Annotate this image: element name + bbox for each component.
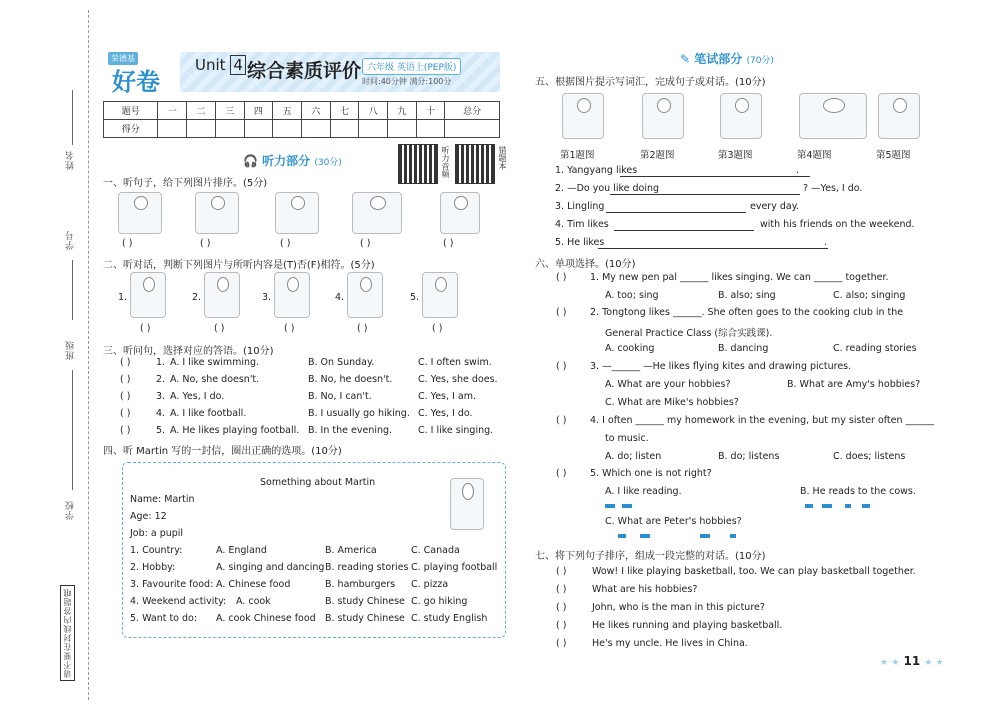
q6-stem-cont: to music. xyxy=(605,433,649,444)
answer-blank[interactable]: ( ) xyxy=(443,238,454,249)
q4-option-b[interactable]: B. America xyxy=(325,545,377,556)
answer-blank[interactable] xyxy=(606,212,746,213)
school-label: 学校 xyxy=(66,500,76,520)
q5-line-text: 5. He likes xyxy=(555,237,605,248)
q3-option-b[interactable]: B. No, I can't. xyxy=(308,391,372,402)
q5-caption: 第3题图 xyxy=(718,150,753,161)
unit-number: 4 xyxy=(230,55,246,75)
dash-mark xyxy=(845,504,851,508)
q3-number: 2. xyxy=(156,374,166,385)
q6-title: 六、单项选择。(10分) xyxy=(535,259,636,270)
score-value-row xyxy=(104,120,500,138)
score-input-cell[interactable] xyxy=(445,120,500,138)
answer-blank[interactable]: ( ) xyxy=(432,323,443,334)
answer-blank[interactable]: ( ) xyxy=(280,238,291,249)
q4-option-c[interactable]: C. study English xyxy=(411,613,488,624)
page-title: 综合素质评价 xyxy=(247,60,362,82)
q6-option-c[interactable]: C. reading stories xyxy=(833,343,917,354)
pencil-icon: ✎ xyxy=(680,52,691,66)
unit-label xyxy=(195,56,246,74)
name-label: 姓名 xyxy=(66,150,76,170)
q4-option-c[interactable]: C. playing football xyxy=(411,562,498,573)
writing-points: (70分) xyxy=(746,56,774,66)
q6-option-b[interactable]: B. do; listens xyxy=(718,451,780,462)
time-info: 时间:40分钟 满分:100分 xyxy=(362,77,452,86)
score-header-row xyxy=(104,102,500,120)
q2-number: 5. xyxy=(410,292,420,303)
answer-blank[interactable]: ( ) xyxy=(556,620,567,631)
listening-title-text: 听力部分 xyxy=(262,154,311,168)
q4-label: 3. Favourite food: xyxy=(130,579,214,590)
score-header-cell: 七 xyxy=(330,102,359,120)
q4-label: 4. Weekend activity: xyxy=(130,596,227,607)
q7-sentence: John, who is the man in this picture? xyxy=(592,602,765,613)
q4-label: 2. Hobby: xyxy=(130,562,176,573)
letter-name: Name: Martin xyxy=(130,494,195,505)
q6-option-a[interactable]: A. do; listen xyxy=(605,451,662,462)
q4-option-c[interactable]: C. go hiking xyxy=(411,596,468,607)
q2-number: 3. xyxy=(262,292,272,303)
q4-option-b[interactable]: B. reading stories xyxy=(325,562,409,573)
writing-title-text: 笔试部分 xyxy=(694,52,743,66)
score-input-cell[interactable] xyxy=(301,120,330,138)
q5-line-tail: . xyxy=(796,165,800,176)
listening-points: (30分) xyxy=(314,158,342,168)
q3-number: 3. xyxy=(156,391,166,402)
q6-option-b[interactable]: B. also; sing xyxy=(718,290,776,301)
q2-picture xyxy=(130,272,166,318)
qr1-label: 听力音频 xyxy=(441,146,450,178)
q2-title: 二、听对话，判断下列图片与所听内容是(T)否(F)相符。(5分) xyxy=(103,260,375,271)
q5-line-text: 4. Tim likes xyxy=(555,219,609,230)
score-header-cell: 总分 xyxy=(445,102,500,120)
dash-mark xyxy=(700,534,710,538)
q3-option-a[interactable]: A. He likes playing football. xyxy=(170,425,300,436)
score-label-cell: 得分 xyxy=(104,120,158,138)
q6-option-c[interactable]: C. What are Mike's hobbies? xyxy=(605,397,739,408)
q5-line-tail: every day. xyxy=(750,201,799,212)
q6-option-c[interactable]: C. What are Peter's hobbies? xyxy=(605,516,742,527)
q4-option-c[interactable]: C. pizza xyxy=(411,579,449,590)
q4-option-a[interactable]: A. singing and dancing xyxy=(216,562,325,573)
q3-option-a[interactable]: A. No, she doesn't. xyxy=(170,374,260,385)
q5-title: 五、根据图片提示写词汇，完成句子或对话。(10分) xyxy=(535,77,766,88)
q3-option-c[interactable]: C. I often swim. xyxy=(418,357,492,368)
score-header-cell: 十 xyxy=(416,102,445,120)
q6-option-c[interactable]: C. also; singing xyxy=(833,290,906,301)
q7-sentence: He likes running and playing basketball. xyxy=(592,620,783,631)
q6-option-a[interactable]: A. too; sing xyxy=(605,290,659,301)
q3-option-a[interactable]: A. I like swimming. xyxy=(170,357,260,368)
answer-blank[interactable]: ( ) xyxy=(122,238,133,249)
score-header-cell: 二 xyxy=(187,102,216,120)
q4-option-a[interactable]: A. cook Chinese food xyxy=(216,613,316,624)
q5-line-text: 2. —Do you like doing xyxy=(555,183,660,194)
brand-tag: 荣德基 xyxy=(108,52,138,65)
q4-option-c[interactable]: C. Canada xyxy=(411,545,460,556)
writing-section-title xyxy=(680,50,774,67)
q3-option-c[interactable]: C. Yes, I am. xyxy=(418,391,476,402)
q5-picture xyxy=(720,93,762,139)
dash-mark xyxy=(822,504,832,508)
unit-text: Unit xyxy=(195,56,226,74)
answer-blank[interactable]: ( ) xyxy=(200,238,211,249)
q2-picture xyxy=(204,272,240,318)
q3-title: 三、听问句，选择对应的答语。(10分) xyxy=(103,346,274,357)
q3-option-a[interactable]: A. Yes, I do. xyxy=(170,391,225,402)
q3-option-b[interactable]: B. I usually go hiking. xyxy=(308,408,410,419)
q4-title: 四、听 Martin 写的一封信，圈出正确的选项。(10分) xyxy=(103,446,342,457)
q4-option-a[interactable]: A. Chinese food xyxy=(216,579,291,590)
q5-line-tail: with his friends on the weekend. xyxy=(760,219,915,230)
score-header-cell: 四 xyxy=(244,102,273,120)
answer-blank[interactable]: ( ) xyxy=(140,323,151,334)
q3-number: 1. xyxy=(156,357,166,368)
answer-blank[interactable]: ( ) xyxy=(120,357,131,368)
number-label: 学号 xyxy=(66,230,76,250)
q3-option-b[interactable]: B. On Sunday. xyxy=(308,357,375,368)
q1-picture xyxy=(118,192,162,234)
q4-option-a[interactable]: A. cook xyxy=(236,596,271,607)
headphone-icon: 🎧 xyxy=(243,154,258,168)
q3-option-b[interactable]: B. In the evening. xyxy=(308,425,393,436)
dash-mark xyxy=(618,534,626,538)
q5-line-text: 3. Lingling xyxy=(555,201,605,212)
answer-blank[interactable]: ( ) xyxy=(120,425,131,436)
score-header-cell: 一 xyxy=(158,102,187,120)
answer-blank[interactable]: ( ) xyxy=(556,415,567,426)
score-input-cell[interactable] xyxy=(359,120,388,138)
score-input-cell[interactable] xyxy=(187,120,216,138)
q6-option-b[interactable]: B. What are Amy's hobbies? xyxy=(787,379,921,390)
answer-blank[interactable]: ( ) xyxy=(357,323,368,334)
score-input-cell[interactable] xyxy=(416,120,445,138)
q1-picture xyxy=(352,192,402,234)
answer-blank[interactable] xyxy=(598,248,828,249)
score-input-cell[interactable] xyxy=(158,120,187,138)
q2-number: 2. xyxy=(192,292,202,303)
cut-line xyxy=(88,10,89,700)
answer-blank[interactable]: ( ) xyxy=(556,307,567,318)
answer-blank[interactable]: ( ) xyxy=(556,566,567,577)
q6-option-c[interactable]: C. does; listens xyxy=(833,451,906,462)
q5-picture xyxy=(562,93,604,139)
q5-caption: 第1题图 xyxy=(560,150,595,161)
letter-job: Job: a pupil xyxy=(130,528,184,539)
star-icon: ★ ★ xyxy=(880,658,900,668)
score-header-cell: 六 xyxy=(301,102,330,120)
score-header-cell: 九 xyxy=(387,102,416,120)
answer-blank[interactable]: ( ) xyxy=(120,408,131,419)
q6-option-a[interactable]: A. cooking xyxy=(605,343,655,354)
q5-line-tail: ? —Yes, I do. xyxy=(803,183,863,194)
answer-blank[interactable] xyxy=(614,230,754,231)
answer-blank[interactable]: ( ) xyxy=(360,238,371,249)
q3-option-b[interactable]: B. No, he doesn't. xyxy=(308,374,393,385)
q6-option-b[interactable]: B. dancing xyxy=(718,343,769,354)
q4-label: 1. Country: xyxy=(130,545,183,556)
q6-option-b[interactable]: B. He reads to the cows. xyxy=(800,486,916,497)
q7-sentence: Wow! I like playing basketball, too. We can play basketball together. xyxy=(592,566,916,577)
q6-stem: 1. My new pen pal ______ likes singing. We can ______ together. xyxy=(590,272,889,283)
score-header-cell: 八 xyxy=(359,102,388,120)
q4-option-b[interactable]: B. hamburgers xyxy=(325,579,396,590)
q5-caption: 第5题图 xyxy=(876,150,911,161)
dash-mark xyxy=(622,504,632,508)
q3-number: 4. xyxy=(156,408,166,419)
q5-caption: 第4题图 xyxy=(797,150,832,161)
q1-picture xyxy=(275,192,319,234)
q1-picture xyxy=(440,192,480,234)
dash-mark xyxy=(862,504,870,508)
dash-mark xyxy=(640,534,650,538)
q5-picture xyxy=(878,93,920,139)
qr-code-icon[interactable] xyxy=(455,144,495,184)
listening-section-title xyxy=(243,152,342,169)
q1-picture xyxy=(195,192,239,234)
answer-blank[interactable]: ( ) xyxy=(556,272,567,283)
q3-option-a[interactable]: A. I like football. xyxy=(170,408,247,419)
score-table xyxy=(103,101,500,138)
grade-tag: 六年级 英语上(PEP版) xyxy=(362,58,461,75)
q3-option-c[interactable]: C. Yes, I do. xyxy=(418,408,473,419)
q7-sentence: What are his hobbies? xyxy=(592,584,698,595)
brand-logo-text: 好卷 xyxy=(112,67,160,96)
answer-blank[interactable]: ( ) xyxy=(556,602,567,613)
score-header-cell: 三 xyxy=(215,102,244,120)
answer-blank[interactable] xyxy=(620,176,810,177)
q3-option-c[interactable]: C. I like singing. xyxy=(418,425,494,436)
class-line xyxy=(72,370,73,490)
boy-picture xyxy=(450,478,484,530)
q4-option-b[interactable]: B. study Chinese xyxy=(325,613,405,624)
q2-number: 4. xyxy=(335,292,345,303)
answer-blank[interactable]: ( ) xyxy=(556,638,567,649)
q7-title: 七、将下列句子排序，组成一段完整的对话。(10分) xyxy=(535,551,766,562)
score-input-cell[interactable] xyxy=(387,120,416,138)
score-input-cell[interactable] xyxy=(244,120,273,138)
page-number xyxy=(880,654,944,668)
q2-picture xyxy=(347,272,383,318)
q5-line-tail: . xyxy=(824,237,828,248)
dash-mark xyxy=(805,504,813,508)
q5-picture xyxy=(799,93,867,139)
q5-line-text: 1. Yangyang likes xyxy=(555,165,638,176)
score-input-cell[interactable] xyxy=(330,120,359,138)
q6-stem: 4. I often ______ my homework in the evening, but my sister often ______ xyxy=(590,415,935,426)
q6-stem: 5. Which one is not right? xyxy=(590,468,712,479)
q3-option-c[interactable]: C. Yes, she does. xyxy=(418,374,498,385)
number-line xyxy=(72,260,73,320)
q4-option-a[interactable]: A. England xyxy=(216,545,267,556)
score-header-cell: 题号 xyxy=(104,102,158,120)
page-number-text: 11 xyxy=(903,654,921,668)
q6-stem: 3. —______ —He likes flying kites and drawing pictures. xyxy=(590,361,852,372)
q5-caption: 第2题图 xyxy=(640,150,675,161)
q2-picture xyxy=(422,272,458,318)
q7-sentence: He's my uncle. He lives in China. xyxy=(592,638,748,649)
qr-code-icon[interactable] xyxy=(398,144,438,184)
qr2-label: 错题本 xyxy=(498,146,507,170)
answer-blank[interactable]: ( ) xyxy=(120,374,131,385)
answer-blank[interactable]: ( ) xyxy=(120,391,131,402)
answer-blank[interactable]: ( ) xyxy=(556,468,567,479)
name-line xyxy=(72,90,73,145)
answer-blank[interactable]: ( ) xyxy=(556,584,567,595)
q6-stem: 2. Tongtong likes ______. She often goes to the cooking club in the xyxy=(590,307,904,318)
q3-number: 5. xyxy=(156,425,166,436)
q6-stem-cont: General Practice Class (综合实践课). xyxy=(605,328,773,339)
q2-picture xyxy=(274,272,310,318)
notice-label: 请不要在封线内答题哦 xyxy=(60,585,75,681)
q6-option-a[interactable]: A. I like reading. xyxy=(605,486,682,497)
q5-picture xyxy=(642,93,684,139)
answer-blank[interactable] xyxy=(610,194,800,195)
dash-mark xyxy=(730,534,736,538)
q4-option-b[interactable]: B. study Chinese xyxy=(325,596,405,607)
answer-blank[interactable]: ( ) xyxy=(284,323,295,334)
answer-blank[interactable]: ( ) xyxy=(556,361,567,372)
letter-age: Age: 12 xyxy=(130,511,167,522)
star-icon: ★ ★ xyxy=(924,658,944,668)
dash-mark xyxy=(605,504,615,508)
binding-strip xyxy=(0,0,95,711)
brand-logo xyxy=(104,52,174,96)
score-input-cell[interactable] xyxy=(273,120,302,138)
answer-blank[interactable]: ( ) xyxy=(214,323,225,334)
q4-label: 5. Want to do: xyxy=(130,613,198,624)
score-header-cell: 五 xyxy=(273,102,302,120)
q6-option-a[interactable]: A. What are your hobbies? xyxy=(605,379,731,390)
score-input-cell[interactable] xyxy=(215,120,244,138)
class-label: 班级 xyxy=(66,340,76,360)
letter-title: Something about Martin xyxy=(260,477,376,488)
q2-number: 1. xyxy=(118,292,128,303)
q1-title: 一、听句子，给下列图片排序。(5分) xyxy=(103,178,268,189)
